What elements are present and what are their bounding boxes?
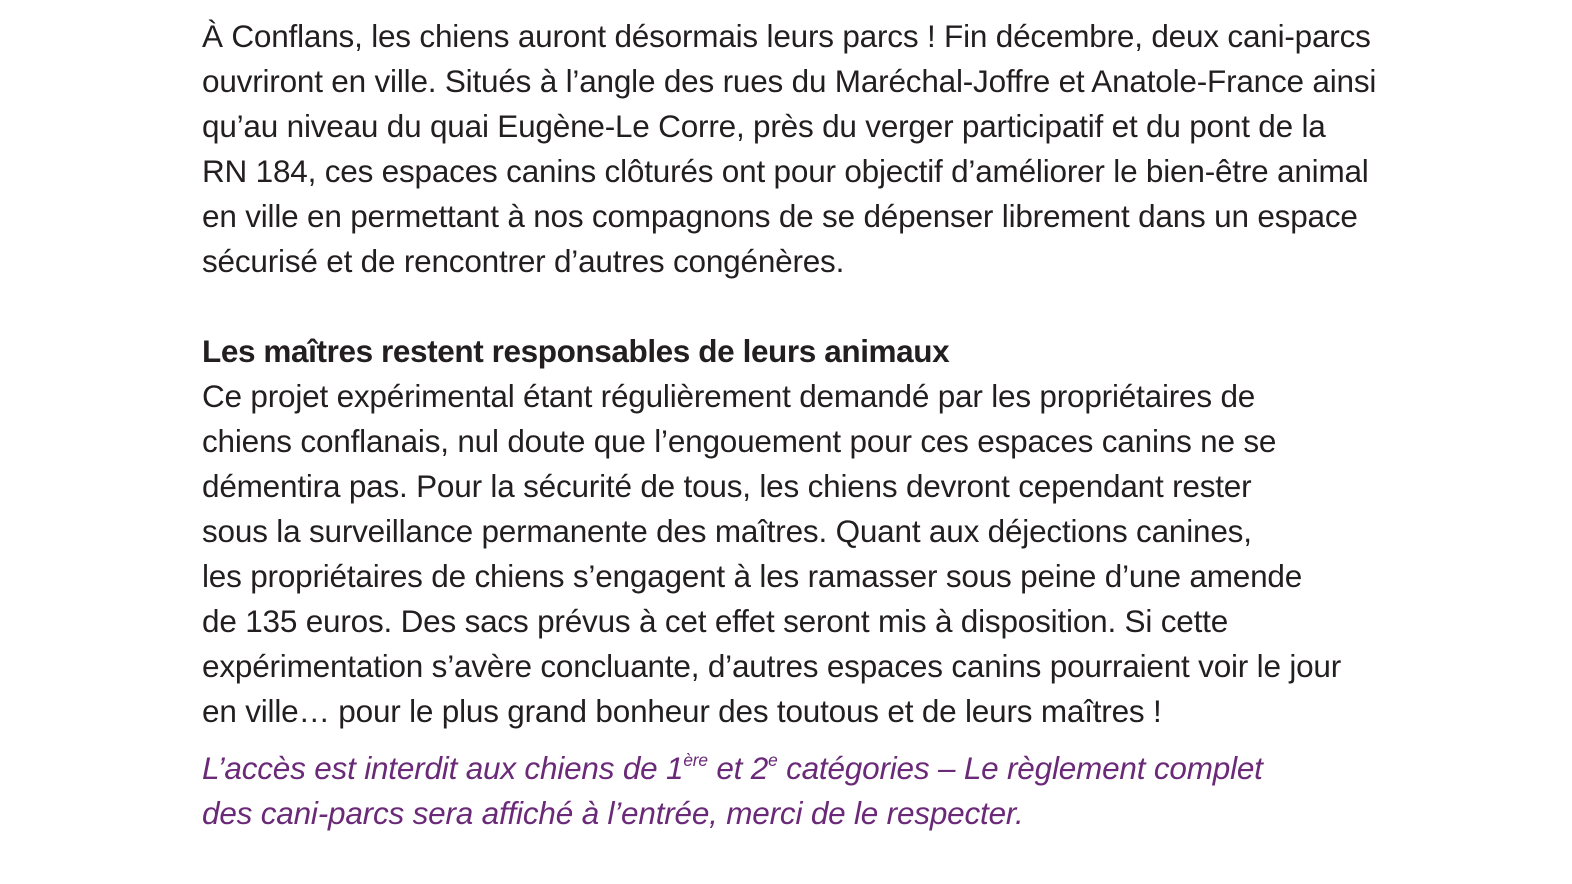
text-line: sécurisé et de rencontrer d’autres congénères. [202, 243, 845, 279]
text-line: À Conflans, les chiens auront désormais leurs parcs ! Fin décembre, deux cani-parcs [202, 18, 1371, 54]
note-text: catégories – Le règlement complet [777, 750, 1263, 786]
article [202, 14, 1502, 836]
paragraph-spacer [202, 284, 1502, 329]
superscript-e: e [768, 750, 778, 771]
note-line-1 [202, 746, 1502, 791]
text-line: sous la surveillance permanente des maîtres. Quant aux déjections canines, [202, 513, 1252, 549]
note-text: et 2 [707, 750, 769, 786]
note-line-2: des cani-parcs sera affiché à l’entrée, merci de le respecter. [202, 795, 1024, 831]
text-line: les propriétaires de chiens s’engagent à les ramasser sous peine d’une amende [202, 558, 1303, 594]
section-heading: Les maîtres restent responsables de leurs animaux [202, 333, 950, 369]
text-line: démentira pas. Pour la sécurité de tous, les chiens devront cependant rester [202, 468, 1252, 504]
text-line: Ce projet expérimental étant régulièrement demandé par les propriétaires de [202, 378, 1256, 414]
text-line: en ville… pour le plus grand bonheur des toutous et de leurs maîtres ! [202, 693, 1162, 729]
access-note [202, 746, 1502, 836]
text-line: ouvriront en ville. Situés à l’angle des rues du Maréchal-Joffre et Anatole-France ainsi [202, 63, 1377, 99]
superscript-ere: ère [683, 750, 708, 771]
note-text: L’accès est interdit aux chiens de 1 [202, 750, 684, 786]
text-line: chiens conflanais, nul doute que l’engouement pour ces espaces canins ne se [202, 423, 1277, 459]
text-line: expérimentation s’avère concluante, d’autres espaces canins pourraient voir le jour [202, 648, 1342, 684]
text-line: RN 184, ces espaces canins clôturés ont pour objectif d’améliorer le bien-être animal [202, 153, 1369, 189]
text-line: qu’au niveau du quai Eugène-Le Corre, près du verger participatif et du pont de la [202, 108, 1326, 144]
text-line: de 135 euros. Des sacs prévus à cet effet seront mis à disposition. Si cette [202, 603, 1229, 639]
body-paragraph [202, 374, 1502, 734]
text-line: en ville en permettant à nos compagnons de se dépenser librement dans un espace [202, 198, 1358, 234]
intro-paragraph [202, 14, 1502, 284]
